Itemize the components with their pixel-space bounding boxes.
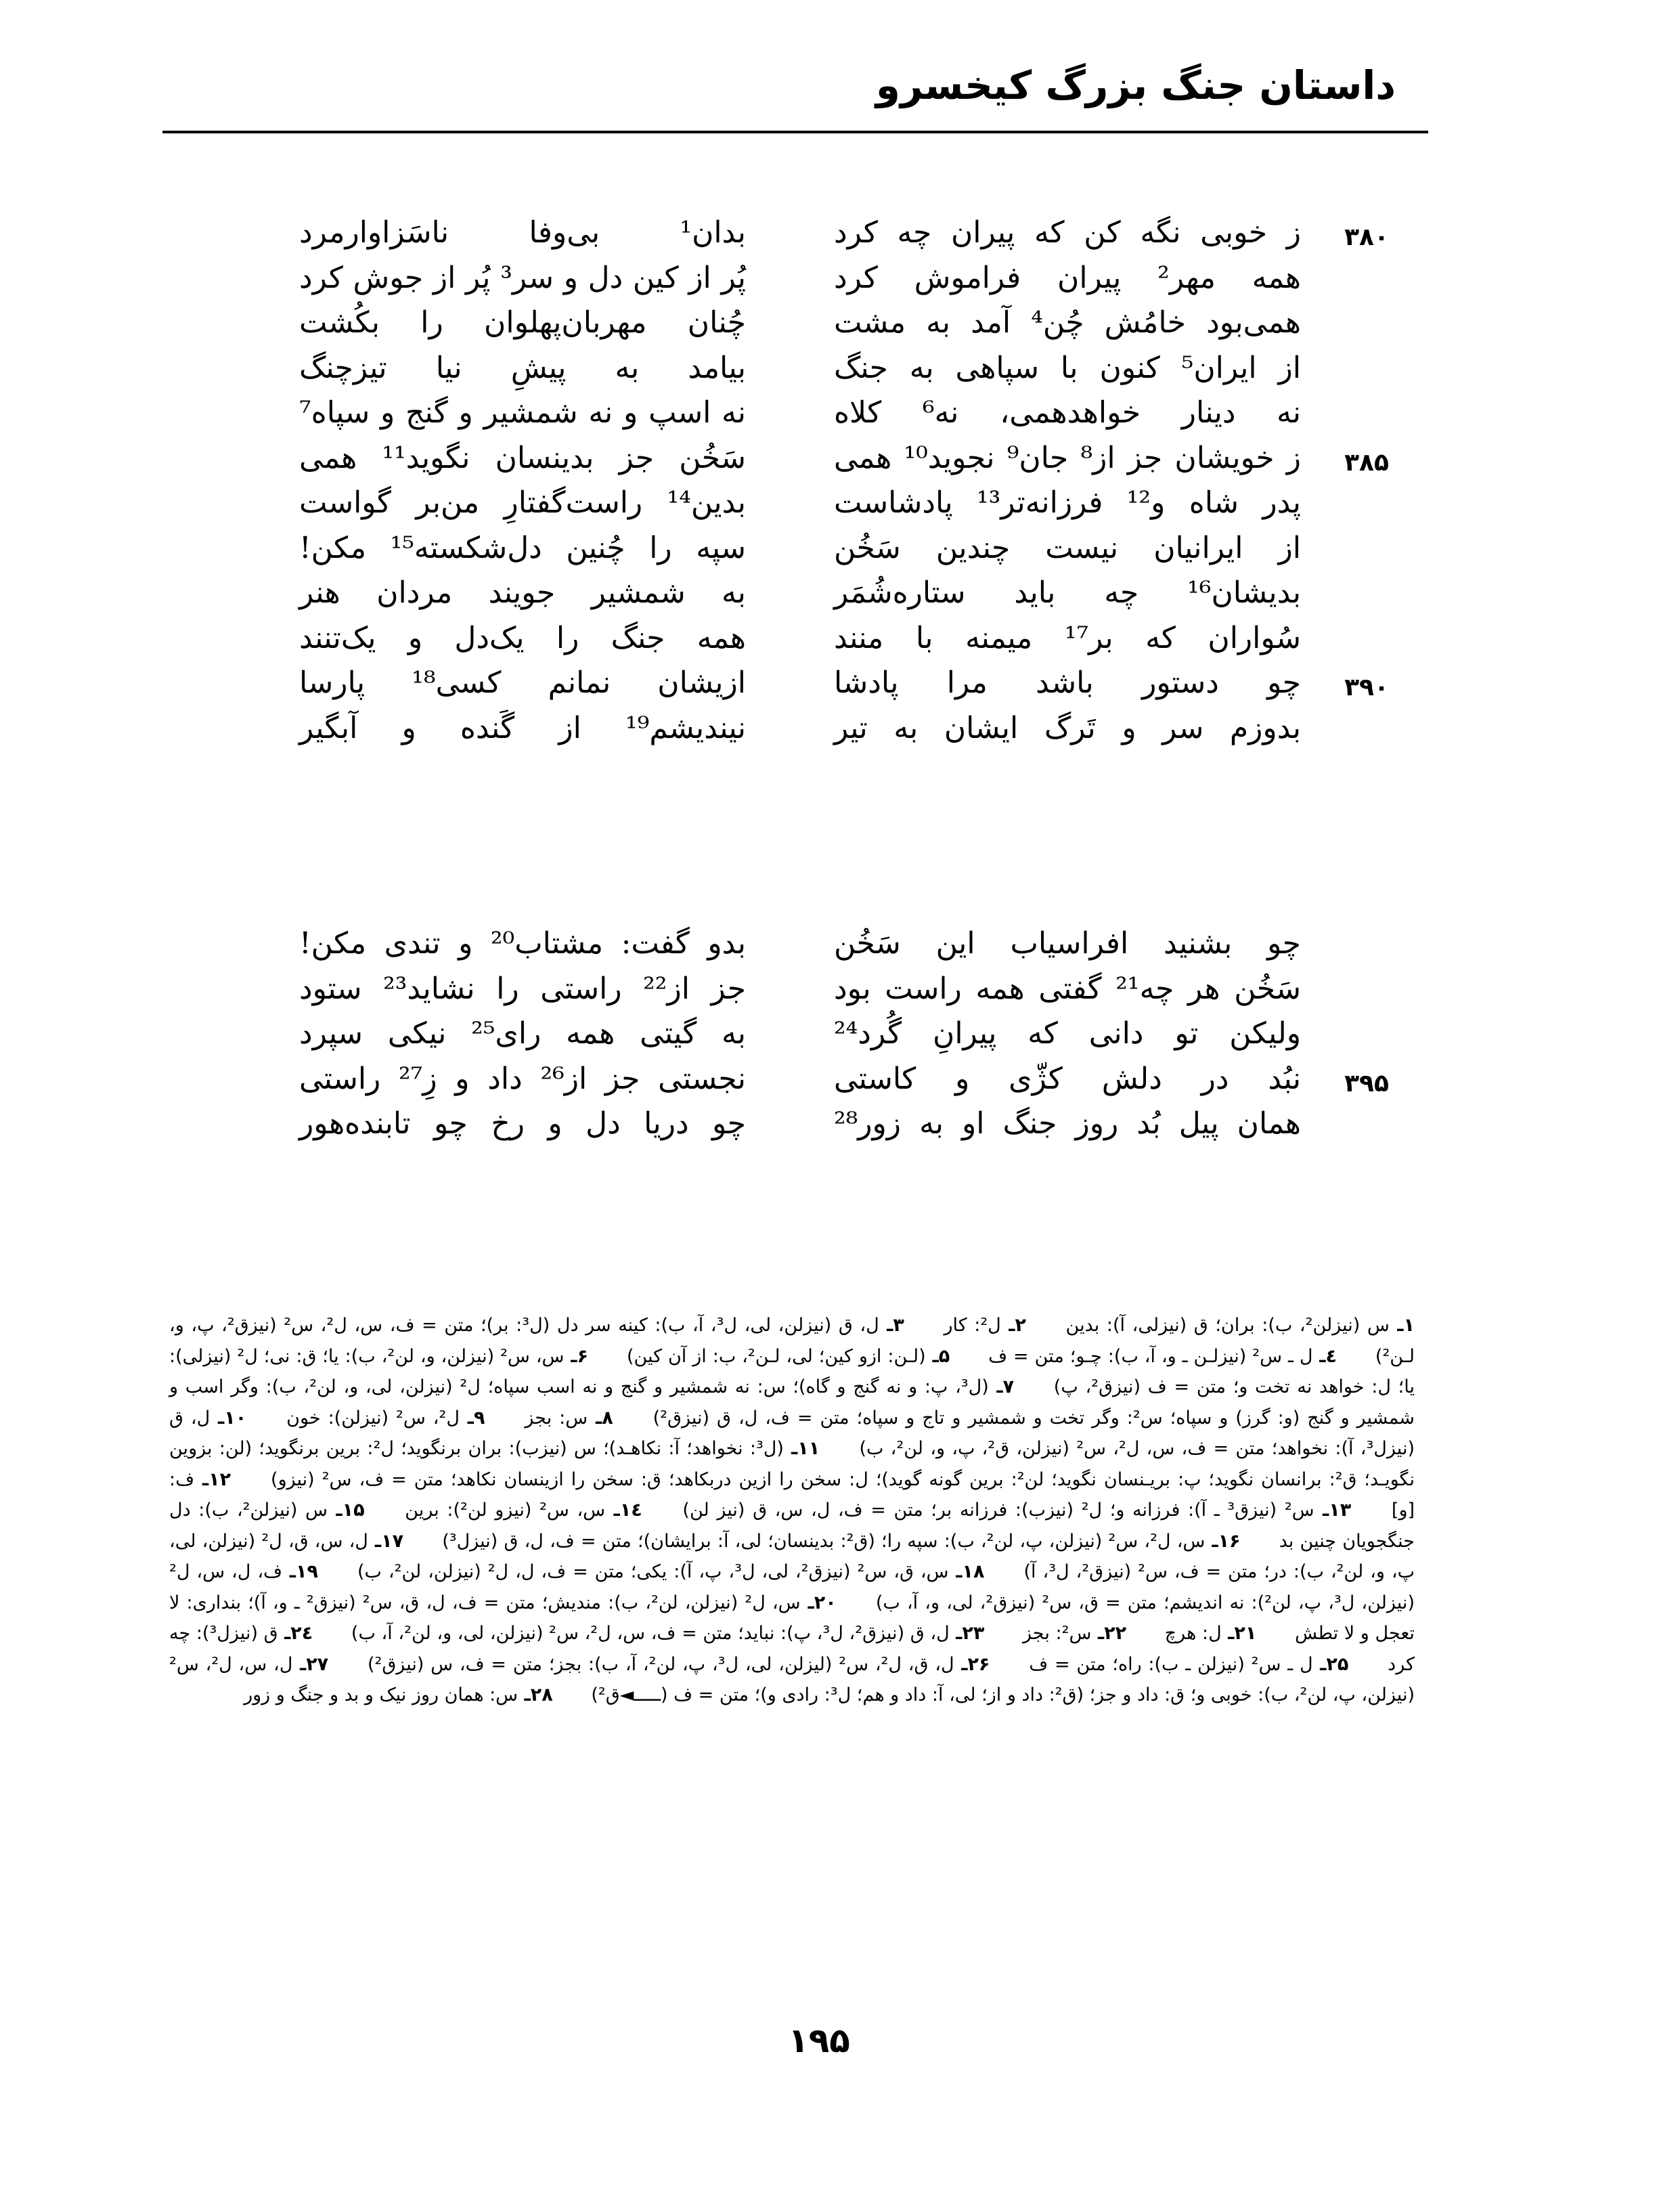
hemistich-left: نجستی جز از²⁶ داد و زِ²⁷ راستی — [299, 1061, 746, 1096]
footnote-number: ۱٤ — [619, 1500, 642, 1521]
hemistich-left: بدو گفت: مشتاب²⁰ و تندی مکن! — [299, 926, 746, 961]
footnote-text: ف، ل، س، ل² (نیزلن، ل³، پ، لن²): نه اندیشم؛ متن = ق، س² (نیزق²، لی، و، آ، ب) — [169, 1561, 1415, 1613]
footnote-dash: ـ — [988, 1376, 1003, 1397]
footnote — [1066, 1315, 1415, 1336]
hemistich-left: همه جنگ را یک‌دل و یک‌تنند — [299, 620, 746, 655]
verse-row — [0, 215, 1680, 260]
footnote-number: ۱۱ — [797, 1438, 820, 1459]
hemistich-left: چُنان مهربان‌پهلوان را بکُشت — [299, 305, 746, 340]
verse-number: ۳۹۵ — [1344, 1069, 1389, 1097]
verse-row — [0, 305, 1680, 350]
footnote-text: ل ـ س² (نیزلـن ـ و، آ، ب): چـو؛ متن = ف — [988, 1345, 1313, 1367]
footnote-dash: ـ — [282, 1561, 296, 1582]
footnote-dash: ـ — [925, 1345, 939, 1367]
footnote — [627, 1346, 950, 1367]
verse-row — [0, 261, 1680, 305]
footnote-text: ل، س، ق، ل² (نیزلن، لی، پ، و، لن²، ب): در؛ متن = ف، س² (نیزق²، ل³، آ) — [169, 1530, 1415, 1582]
hemistich-right: سَخُن هر چه²¹ گفتی همه راست بود — [834, 971, 1301, 1006]
hemistich-right: ز خویشان جز از⁸ جان⁹ نجوید¹⁰ همی — [834, 440, 1301, 475]
hemistich-left: جز از²² راستی را نشاید²³ ستود — [299, 971, 747, 1006]
footnote — [442, 1531, 1240, 1552]
footnote-number: ۲۳ — [962, 1623, 985, 1644]
footnote-number: ۲٤ — [290, 1623, 313, 1644]
footnote-dash: ـ — [1314, 1500, 1329, 1521]
hemistich-left: پُر از کین دل و سر³ پُر از جوش کرد — [299, 260, 747, 295]
footnote-dash: ـ — [1205, 1530, 1218, 1552]
footnote — [244, 1684, 553, 1705]
footnote-number: ۶ — [577, 1345, 588, 1367]
footnote-number: ۱۲ — [208, 1468, 231, 1490]
footnote-text: ق (نیزل³): چه کرد — [169, 1623, 1415, 1675]
footnote-dash: ـ — [588, 1407, 602, 1429]
footnote-text: س، س² (نیزلن، و، لن²، ب): یا؛ ق: نی؛ ل² (نیزلی): یا؛ ل: خواهد نه تخت و؛ متن = ف (نیزق²، پ) — [169, 1345, 1415, 1397]
footnote — [944, 1315, 1026, 1336]
footnote-dash: ـ — [949, 1623, 963, 1644]
footnote-text: ل، ق (نیزق²، ل³، پ): نباید؛ متن = ف، س، ل²، س² (نیزلن، لی، و، لن²، آ، ب) — [351, 1623, 950, 1644]
footnote-text: ل، س، ل²، س² (نیزلن، پ، لن²، ب): خوبی و؛ ق: داد و جز؛ (ق²: داد و از؛ لی، آ: داد و هم؛ ل³: رادی و)؛ متن = ف (ـــــ◄ق²) — [169, 1653, 1415, 1705]
footnote — [525, 1408, 613, 1429]
footnote-dash: ـ — [210, 1407, 225, 1429]
hemistich-left: نیندیشم¹⁹ از گَنده و آبگیر — [299, 710, 746, 745]
footnote-text: (ل³، پ: و نه گنج و گاه)؛ س: نه شمشیر و گنج و نه اسب سپاه؛ ل² (نیزلن، لی، و، لن²، ب): وگر اسب و شمشیر و گنج (و: گرز) و سپاه؛ س²: وگر تخت و شمشیر و تاج و سپاه؛ متن = ف، ل، ق (نیزق²) — [169, 1376, 1415, 1429]
footnote-number: ۲ — [1015, 1315, 1026, 1336]
footnote-dash: ـ — [1091, 1623, 1105, 1644]
hemistich-left: بیامد به پیشِ نیا تیزچنگ — [299, 350, 746, 385]
hemistich-right: پدر شاه و¹² فرزانه‌تر¹³ پادشاست — [834, 485, 1302, 520]
header-rule — [162, 131, 1428, 133]
footnote — [682, 1500, 1351, 1521]
footnote-number: ۲۷ — [306, 1653, 329, 1675]
footnote-number: ۲۸ — [530, 1684, 553, 1705]
footnote-dash: ـ — [783, 1438, 798, 1459]
footnote-dash: ـ — [948, 1561, 963, 1582]
hemistich-right: بدیشان¹⁶ چه باید ستاره‌شُمَر — [834, 575, 1301, 610]
footnote-text: س (نیزلن²، ب): بران؛ ق (نیزلی، آ): بدین — [1065, 1315, 1390, 1336]
verse-row — [0, 485, 1680, 530]
running-header-title: داستان جنگ بزرگ کیخسرو — [875, 62, 1396, 108]
footnote-text: س، س² (نیزو لن²): برین — [405, 1500, 606, 1521]
verse-row — [0, 926, 1680, 971]
hemistich-left: سپه را چُنین دل‌شکسته¹⁵ مکن! — [299, 530, 746, 565]
verse-number: ۳۸۰ — [1344, 223, 1389, 251]
footnote-dash: ـ — [1000, 1315, 1015, 1336]
hemistich-left: بدین¹⁴ راست‌گفتارِ من‌بر گواست — [299, 485, 746, 520]
verse-row — [0, 1062, 1680, 1106]
hemistich-right: ولیکن تو دانی که پیرانِ گُرد²⁴ — [834, 1016, 1301, 1051]
hemistich-right: همان پیل بُد روز جنگ او به زور²⁸ — [834, 1106, 1301, 1141]
footnote-number: ۱۷ — [381, 1530, 404, 1552]
footnote-dash: ـ — [1221, 1623, 1235, 1644]
footnote-dash: ـ — [278, 1623, 291, 1644]
footnote-text: ل²: کار — [944, 1315, 1001, 1336]
hemistich-left: به شمشیر جویند مردان هنر — [299, 575, 746, 610]
hemistich-right: چو دستور باشد مرا پادشا — [834, 666, 1301, 700]
hemistich-right: از ایران⁵ کنون با سپاهی به جنگ — [834, 350, 1301, 385]
verse-row — [0, 395, 1680, 440]
footnote-text: س، ق، س² (نیزق²، لی، ل³، پ، آ): یکی؛ متن = ف، ل، ل² (نیزلن، لن²، ب) — [357, 1561, 949, 1582]
footnote-text: س² (نیزق³ ـ آ): فرزانه و؛ ل² (نیزب): فرزانه بر؛ متن = ف، ل، س، ق (نیز لن) — [682, 1500, 1314, 1521]
footnote-dash: ـ — [327, 1500, 342, 1521]
footnote-text: (ل³: نخواهد؛ آ: نکاهـد)؛ س (نیزب): بران برنگوید؛ ل²: برین برنگوید؛ (لن: بزوین نگویـد؛ ق²: برانسان نگوید؛ پ: بریـنسان نگوید؛ لن²: برین گونه گوید)؛ ل: سخن را ازین دربکاهد؛ ق: سخن را ازینسان نکاهد؛ متن = ف، س² (نیزو) — [169, 1438, 1415, 1490]
verse-row — [0, 1106, 1680, 1151]
footnote — [988, 1346, 1337, 1367]
hemistich-left: بدان¹ بی‌وفا ناسَزاوارمرد — [299, 215, 746, 250]
footnote-number: ۷ — [1002, 1376, 1015, 1397]
footnote-dash: ـ — [1312, 1653, 1327, 1675]
hemistich-right: نه دینار خواهدهمی، نه⁶ کلاه — [834, 395, 1301, 430]
footnote — [368, 1654, 990, 1675]
footnote — [357, 1561, 985, 1582]
verse-row — [0, 1016, 1680, 1061]
hemistich-right: نبُد در دلش کژّی و کاستی — [834, 1061, 1301, 1096]
footnote-text: س: بجز — [525, 1407, 588, 1429]
footnote-number: ۱۸ — [962, 1561, 985, 1582]
verse-row — [0, 666, 1680, 710]
footnote-number: ۳ — [893, 1315, 904, 1336]
footnote-dash: ـ — [292, 1653, 307, 1675]
verse-row — [0, 711, 1680, 756]
footnote-text: ل، ق، ل²، س² (لیزلن، لی، ل³، پ، لن²، آ، ب): بجز؛ متن = ف، س (نیزق²) — [367, 1653, 954, 1675]
footnote — [286, 1408, 485, 1429]
footnote — [1165, 1623, 1257, 1644]
footnote-dash: ـ — [368, 1530, 382, 1552]
footnote-dash: ـ — [459, 1407, 474, 1429]
footnote-number: ۹ — [473, 1407, 485, 1429]
footnote-number: ۲۶ — [967, 1653, 990, 1675]
footnote-dash: ـ — [954, 1653, 968, 1675]
footnote-number: ۲۰ — [814, 1592, 837, 1613]
verse-row — [0, 972, 1680, 1016]
verse-row — [0, 441, 1680, 485]
footnote-dash: ـ — [800, 1592, 814, 1613]
verse-row — [0, 575, 1680, 620]
footnote-number: ۱۵ — [342, 1500, 365, 1521]
verse-row — [0, 531, 1680, 575]
footnote — [1023, 1623, 1126, 1644]
verse-number: ۳۹۰ — [1344, 674, 1389, 701]
verse-row — [0, 621, 1680, 666]
hemistich-left: نه اسپ و نه شمشیر و گنج و سپاه⁷ — [299, 395, 746, 430]
footnote-dash: ـ — [605, 1500, 620, 1521]
footnotes — [169, 1310, 1415, 1711]
footnote-number: ۵ — [938, 1345, 950, 1367]
footnote-text: س، ل²، س² (نیزلن، پ، لن²، ب): سپه را؛ (ق²: بدینسان؛ لی، آ: برایشان)؛ متن = ف، ل، ق (نیزل³) — [442, 1530, 1206, 1552]
footnote-dash: ـ — [518, 1684, 531, 1705]
footnote-number: ۸ — [602, 1407, 613, 1429]
footnote-text: س (نیزلن²، ب): دل جنگجویان چنین بد — [169, 1500, 1415, 1552]
footnote — [1029, 1654, 1348, 1675]
hemistich-left: چو دریا دل و رخ چو تابنده‌هور — [299, 1106, 746, 1141]
hemistich-right: همی‌بود خامُش چُن⁴ آمد به مشت — [834, 305, 1301, 340]
hemistich-right: همه مهر² پیران فراموش کرد — [834, 260, 1301, 295]
hemistich-left: سَخُن جز بدینسان نگوید¹¹ همی — [299, 440, 746, 475]
verse-number: ۳۸۵ — [1344, 448, 1389, 477]
footnote-number: ۱ — [1403, 1315, 1415, 1336]
footnote-text: ل، ق (نیزل³، آ): نخواهد؛ متن = ف، س، ل²، س² (نیزلن، ق²، پ، و، لن²، ب) — [169, 1407, 1415, 1459]
page-number: ۱۹۵ — [788, 2021, 850, 2060]
hemistich-right: سُواران که بر¹⁷ میمنه با منند — [834, 620, 1302, 655]
hemistich-right: بدوزم سر و تَرگ ایشان به تیر — [834, 710, 1301, 745]
hemistich-right: از ایرانیان نیست چندین سَخُن — [834, 530, 1301, 565]
footnote-number: ۱۰ — [224, 1407, 247, 1429]
footnote-text: س²: بجز — [1023, 1623, 1092, 1644]
hemistich-right: چو بشنید افراسیاب این سَخُن — [834, 926, 1301, 961]
footnote — [405, 1500, 642, 1521]
footnote-number: ۱۹ — [296, 1561, 319, 1582]
footnote-text: س، ل² (نیزلن، لن²، ب): مندیش؛ متن = ف، ل، ق، س² (نیزق² ـ و، آ)؛ بنداری: لا تعجل و لا تطش — [169, 1592, 1415, 1644]
footnote-dash: ـ — [1312, 1345, 1326, 1367]
footnote-number: ۱۶ — [1218, 1530, 1241, 1552]
footnote-text: س: همان روز نیک و بد و جنگ و زور — [244, 1684, 518, 1705]
footnote-dash: ـ — [879, 1315, 893, 1336]
footnote-text: (لـن: ازو کین؛ لی، لـن²، ب: از آن کین) — [626, 1345, 926, 1367]
footnote-text: ل: هرچ — [1164, 1623, 1222, 1644]
footnote-dash: ـ — [1389, 1315, 1404, 1336]
footnote-number: ۱۳ — [1329, 1500, 1352, 1521]
footnote-number: ۲۲ — [1104, 1623, 1127, 1644]
footnote-text: ل، ق (نیزلن، لی، ل³، آ، ب): کینه سر دل (ل³: بر)؛ متن = ف، س، ل²، س² (نیزق²، پ، و، لـن²) — [169, 1315, 1415, 1367]
footnote — [351, 1623, 984, 1644]
footnote-text: ل²، س² (نیزلن): خون — [286, 1407, 460, 1429]
hemistich-left: ازیشان نمانم کسی¹⁸ پارسا — [299, 666, 746, 700]
footnote-text: ل ـ س² (نیزلن ـ ب): راه؛ متن = ف — [1029, 1653, 1313, 1675]
hemistich-right: ز خوبی نگه کن که پیران چه کرد — [834, 215, 1301, 250]
hemistich-left: به گیتی همه رای²⁵ نیکی سپرد — [299, 1016, 747, 1051]
footnote-number: ۲۱ — [1234, 1623, 1257, 1644]
footnote-dash: ـ — [564, 1345, 577, 1367]
footnote-text: ف: [و] — [169, 1468, 1415, 1521]
footnote-dash: ـ — [194, 1468, 209, 1490]
verse-row — [0, 351, 1680, 395]
footnote-number: ۲۵ — [1326, 1653, 1349, 1675]
footnote-number: ٤ — [1325, 1345, 1337, 1367]
